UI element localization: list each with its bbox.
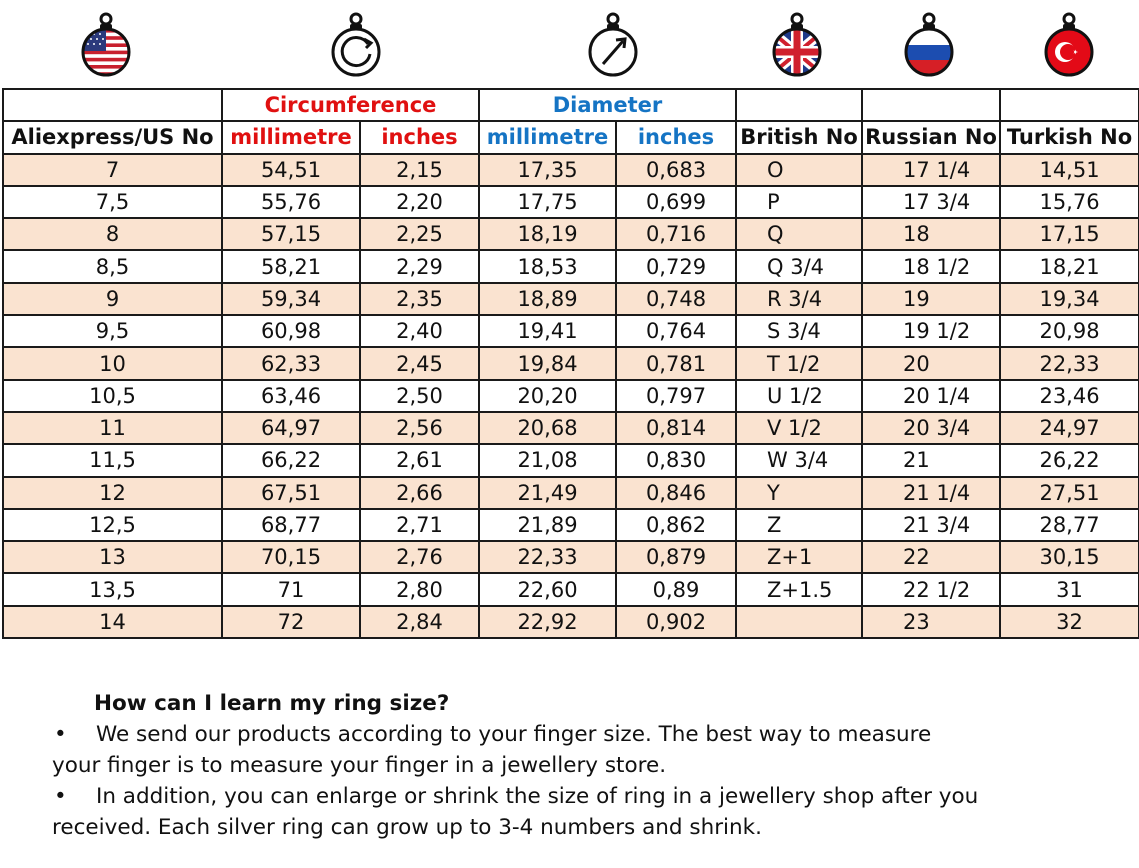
cell-russian-size: 21 1/4 <box>862 477 1000 509</box>
group-empty <box>1000 89 1139 121</box>
cell-circ-mm: 71 <box>222 573 360 605</box>
cell-us-size: 11,5 <box>3 444 222 476</box>
cell-us-size: 11 <box>3 412 222 444</box>
header-diam-mm: millimetre <box>479 121 616 153</box>
table-row <box>3 154 1139 186</box>
table-row <box>3 347 1139 379</box>
cell-diam-mm: 18,53 <box>479 250 616 282</box>
bullet: • <box>54 784 67 809</box>
cell-circ-inches: 2,29 <box>360 250 479 282</box>
cell-circ-mm: 70,15 <box>222 541 360 573</box>
cell-circ-inches: 2,20 <box>360 186 479 218</box>
cell-british-size: O <box>736 154 862 186</box>
cell-circ-mm: 58,21 <box>222 250 360 282</box>
table-row <box>3 509 1139 541</box>
header-turkish: Turkish No <box>1000 121 1139 153</box>
cell-circ-inches: 2,61 <box>360 444 479 476</box>
cell-diam-mm: 21,08 <box>479 444 616 476</box>
icon-row <box>0 0 1139 88</box>
cell-us-size: 7,5 <box>3 186 222 218</box>
cell-circ-inches: 2,35 <box>360 283 479 315</box>
cell-circ-mm: 64,97 <box>222 412 360 444</box>
help-title: How can I learn my ring size? <box>94 691 450 716</box>
group-empty <box>3 89 222 121</box>
cell-russian-size: 17 1/4 <box>862 154 1000 186</box>
cell-turkish-size: 14,51 <box>1000 154 1139 186</box>
cell-diam-mm: 22,60 <box>479 573 616 605</box>
cell-circ-inches: 2,71 <box>360 509 479 541</box>
table-row <box>3 477 1139 509</box>
cell-us-size: 9,5 <box>3 315 222 347</box>
table-row <box>3 250 1139 282</box>
table-row <box>3 573 1139 605</box>
cell-diam-inches: 0,729 <box>616 250 736 282</box>
table-row <box>3 412 1139 444</box>
help-item-2-text: In addition, you can enlarge or shrink the size of ring in a jewellery shop after you <box>96 784 979 809</box>
cell-british-size: Q 3/4 <box>736 250 862 282</box>
cell-diam-mm: 18,89 <box>479 283 616 315</box>
cell-circ-mm: 60,98 <box>222 315 360 347</box>
cell-circ-inches: 2,45 <box>360 347 479 379</box>
cell-circ-inches: 2,66 <box>360 477 479 509</box>
ring-size-help <box>52 688 1112 843</box>
cell-russian-size: 21 3/4 <box>862 509 1000 541</box>
cell-diam-mm: 22,92 <box>479 606 616 638</box>
table-row <box>3 315 1139 347</box>
help-item-2-continued: received. Each silver ring can grow up to 3-4 numbers and shrink. <box>52 815 762 840</box>
cell-turkish-size: 22,33 <box>1000 347 1139 379</box>
header-circ-inches: inches <box>360 121 479 153</box>
table-row <box>3 380 1139 412</box>
ring-size-table <box>2 88 1139 639</box>
cell-british-size: Z+1 <box>736 541 862 573</box>
cell-british-size: Z+1.5 <box>736 573 862 605</box>
cell-diam-mm: 20,20 <box>479 380 616 412</box>
cell-diam-mm: 21,49 <box>479 477 616 509</box>
cell-diam-mm: 20,68 <box>479 412 616 444</box>
cell-british-size: Z <box>736 509 862 541</box>
cell-british-size: S 3/4 <box>736 315 862 347</box>
cell-diam-mm: 19,84 <box>479 347 616 379</box>
cell-us-size: 13,5 <box>3 573 222 605</box>
cell-circ-inches: 2,80 <box>360 573 479 605</box>
help-item-2 <box>52 781 1112 812</box>
cell-russian-size: 17 3/4 <box>862 186 1000 218</box>
cell-diam-mm: 21,89 <box>479 509 616 541</box>
uk-flag-icon <box>767 10 827 78</box>
cell-turkish-size: 31 <box>1000 573 1139 605</box>
cell-russian-size: 20 3/4 <box>862 412 1000 444</box>
turkey-flag-icon <box>1039 10 1099 78</box>
cell-turkish-size: 15,76 <box>1000 186 1139 218</box>
cell-circ-mm: 59,34 <box>222 283 360 315</box>
cell-british-size: W 3/4 <box>736 444 862 476</box>
cell-us-size: 12,5 <box>3 509 222 541</box>
cell-turkish-size: 32 <box>1000 606 1139 638</box>
cell-diam-mm: 17,75 <box>479 186 616 218</box>
cell-us-size: 8 <box>3 218 222 250</box>
cell-circ-mm: 57,15 <box>222 218 360 250</box>
cell-us-size: 8,5 <box>3 250 222 282</box>
group-header-row <box>3 89 1139 121</box>
cell-russian-size: 20 1/4 <box>862 380 1000 412</box>
cell-russian-size: 20 <box>862 347 1000 379</box>
cell-us-size: 12 <box>3 477 222 509</box>
header-russian: Russian No <box>862 121 1000 153</box>
table-row <box>3 283 1139 315</box>
cell-british-size: R 3/4 <box>736 283 862 315</box>
ring-circumference-icon <box>326 10 386 78</box>
cell-diam-mm: 18,19 <box>479 218 616 250</box>
cell-british-size: P <box>736 186 862 218</box>
cell-turkish-size: 19,34 <box>1000 283 1139 315</box>
group-empty <box>736 89 862 121</box>
cell-turkish-size: 26,22 <box>1000 444 1139 476</box>
header-diam-inches: inches <box>616 121 736 153</box>
cell-russian-size: 21 <box>862 444 1000 476</box>
cell-diam-inches: 0,846 <box>616 477 736 509</box>
cell-turkish-size: 17,15 <box>1000 218 1139 250</box>
cell-circ-mm: 54,51 <box>222 154 360 186</box>
header-us: Aliexpress/US No <box>3 121 222 153</box>
cell-british-size: U 1/2 <box>736 380 862 412</box>
cell-us-size: 13 <box>3 541 222 573</box>
cell-diam-inches: 0,830 <box>616 444 736 476</box>
table-row <box>3 541 1139 573</box>
cell-circ-inches: 2,84 <box>360 606 479 638</box>
us-flag-icon <box>76 10 136 78</box>
cell-russian-size: 18 <box>862 218 1000 250</box>
cell-diam-mm: 19,41 <box>479 315 616 347</box>
cell-diam-inches: 0,781 <box>616 347 736 379</box>
cell-british-size: V 1/2 <box>736 412 862 444</box>
cell-diam-inches: 0,748 <box>616 283 736 315</box>
cell-turkish-size: 18,21 <box>1000 250 1139 282</box>
cell-diam-inches: 0,814 <box>616 412 736 444</box>
group-diameter: Diameter <box>479 89 736 121</box>
cell-diam-mm: 17,35 <box>479 154 616 186</box>
cell-turkish-size: 20,98 <box>1000 315 1139 347</box>
bullet: • <box>54 722 67 747</box>
ring-diameter-icon <box>583 10 643 78</box>
cell-turkish-size: 28,77 <box>1000 509 1139 541</box>
cell-circ-mm: 67,51 <box>222 477 360 509</box>
cell-circ-inches: 2,50 <box>360 380 479 412</box>
cell-diam-inches: 0,764 <box>616 315 736 347</box>
cell-us-size: 14 <box>3 606 222 638</box>
cell-british-size <box>736 606 862 638</box>
cell-circ-inches: 2,25 <box>360 218 479 250</box>
group-empty <box>862 89 1000 121</box>
help-item-1-continued: your finger is to measure your finger in a jewellery store. <box>52 753 667 778</box>
cell-us-size: 10 <box>3 347 222 379</box>
cell-diam-inches: 0,699 <box>616 186 736 218</box>
cell-british-size: Y <box>736 477 862 509</box>
header-british: British No <box>736 121 862 153</box>
cell-russian-size: 19 <box>862 283 1000 315</box>
cell-turkish-size: 30,15 <box>1000 541 1139 573</box>
table-row <box>3 218 1139 250</box>
cell-us-size: 10,5 <box>3 380 222 412</box>
russia-flag-icon <box>899 10 959 78</box>
cell-turkish-size: 23,46 <box>1000 380 1139 412</box>
cell-circ-mm: 55,76 <box>222 186 360 218</box>
cell-turkish-size: 24,97 <box>1000 412 1139 444</box>
header-circ-mm: millimetre <box>222 121 360 153</box>
cell-diam-mm: 22,33 <box>479 541 616 573</box>
cell-diam-inches: 0,797 <box>616 380 736 412</box>
cell-turkish-size: 27,51 <box>1000 477 1139 509</box>
cell-circ-mm: 66,22 <box>222 444 360 476</box>
cell-russian-size: 22 1/2 <box>862 573 1000 605</box>
table-row <box>3 186 1139 218</box>
cell-circ-mm: 62,33 <box>222 347 360 379</box>
cell-circ-inches: 2,76 <box>360 541 479 573</box>
help-item-1 <box>52 719 1112 750</box>
table-row <box>3 444 1139 476</box>
cell-circ-inches: 2,15 <box>360 154 479 186</box>
cell-circ-inches: 2,56 <box>360 412 479 444</box>
cell-british-size: T 1/2 <box>736 347 862 379</box>
column-header-row <box>3 121 1139 153</box>
cell-circ-mm: 68,77 <box>222 509 360 541</box>
cell-russian-size: 18 1/2 <box>862 250 1000 282</box>
group-circumference: Circumference <box>222 89 479 121</box>
cell-diam-inches: 0,902 <box>616 606 736 638</box>
cell-circ-mm: 72 <box>222 606 360 638</box>
help-item-1-text: We send our products according to your finger size. The best way to measure <box>96 722 932 747</box>
cell-circ-mm: 63,46 <box>222 380 360 412</box>
cell-diam-inches: 0,862 <box>616 509 736 541</box>
table-row <box>3 606 1139 638</box>
cell-russian-size: 23 <box>862 606 1000 638</box>
cell-circ-inches: 2,40 <box>360 315 479 347</box>
cell-russian-size: 22 <box>862 541 1000 573</box>
cell-diam-inches: 0,716 <box>616 218 736 250</box>
cell-diam-inches: 0,89 <box>616 573 736 605</box>
cell-british-size: Q <box>736 218 862 250</box>
cell-diam-inches: 0,683 <box>616 154 736 186</box>
cell-us-size: 9 <box>3 283 222 315</box>
cell-russian-size: 19 1/2 <box>862 315 1000 347</box>
cell-us-size: 7 <box>3 154 222 186</box>
cell-diam-inches: 0,879 <box>616 541 736 573</box>
